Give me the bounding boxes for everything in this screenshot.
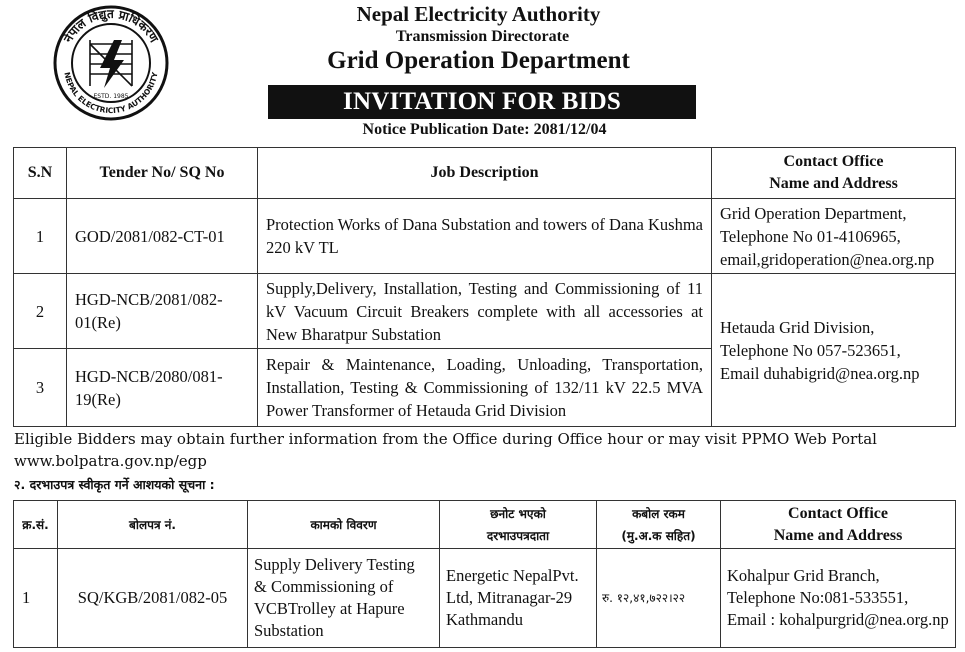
directorate-name: Transmission Directorate <box>395 28 570 45</box>
table-row <box>14 549 956 648</box>
section2-heading: २. दरभाउपत्र स्वीकृत गर्ने आशयको सूचना : <box>14 477 215 492</box>
contact-line2: Telephone No 057-523651, <box>720 340 901 360</box>
work-line3: VCBTrolley at Hapure <box>254 599 405 618</box>
col-contact-line2: Name and Address <box>773 526 903 544</box>
organization-name: Nepal Electricity Authority <box>356 2 601 26</box>
contact-line1: Kohalpur Grid Branch, <box>727 566 880 585</box>
intent-table <box>13 500 956 648</box>
table-header-row <box>14 148 956 199</box>
row-tender <box>67 274 258 349</box>
tender-line2: 01(Re) <box>75 313 121 332</box>
table-header-row <box>14 501 956 549</box>
row-sn: 1 <box>14 199 67 274</box>
row-tender <box>67 199 258 274</box>
work-line1: Supply Delivery Testing <box>254 555 415 574</box>
seal-text-bottom: NEPAL ELECTRICITY AUTHORITY <box>62 71 160 116</box>
col-amount-line1: कबोल रकम <box>632 506 685 521</box>
contact-line1: Grid Operation Department, <box>720 203 907 223</box>
row-job: Protection Works of Dana Substation and towers of Dana Kushma 220 kV TL <box>258 199 712 274</box>
contact-line1: Hetauda Grid Division, <box>720 317 875 337</box>
table-row <box>14 199 956 274</box>
table-row <box>14 274 956 349</box>
row-amount: रु. १२,४१,७२२।२२ <box>597 549 721 648</box>
seal-est: ESTD. 1985 <box>93 93 129 100</box>
row-sn: 3 <box>14 349 67 427</box>
col-amount-line2: (मु.अ.क सहित) <box>621 528 696 543</box>
work-line4: Substation <box>254 621 324 640</box>
contact-line3: email,gridoperation@nea.org.np <box>720 249 935 269</box>
bidder-line3: Kathmandu <box>446 610 523 629</box>
shared-contact <box>712 274 956 427</box>
contact-line3: Email duhabigrid@nea.org.np <box>720 363 920 383</box>
seal-text-top: नेपाल विद्युत प्राधिकरण <box>60 6 162 45</box>
tender-line1: HGD-NCB/2081/082- <box>75 290 223 309</box>
col-job: Job Description <box>258 148 712 199</box>
tender-line1: GOD/2081/082-CT-01 <box>75 226 225 246</box>
row-sn: 2 <box>14 274 67 349</box>
col-selected-line2: दरभाउपत्रदाता <box>486 528 550 543</box>
col-contact-line1: Contact Office <box>783 153 884 170</box>
contact-line3: Email : kohalpurgrid@nea.org.np <box>727 610 949 629</box>
bidder-line1: Energetic NepalPvt. <box>446 566 579 585</box>
col-tender: Tender No/ SQ No <box>67 148 258 199</box>
col-work: कामको विवरण <box>248 501 440 549</box>
row-bidder <box>440 549 597 648</box>
notice-line1: Eligible Bidders may obtain further information from the Office during Office hour or may visit PPMO Web Portal <box>14 430 877 448</box>
col-contact-line1: Contact Office <box>788 504 888 522</box>
tender-table <box>13 147 956 427</box>
portal-link[interactable]: www.bolpatra.gov.np/egp <box>14 452 207 470</box>
contact-line2: Telephone No:081-533551, <box>727 588 909 607</box>
col-contact-line2: Name and Address <box>769 175 898 192</box>
department-name: Grid Operation Department <box>327 47 630 74</box>
tender-line2: 19(Re) <box>75 389 121 409</box>
row-contact <box>712 199 956 274</box>
tender-line1: HGD-NCB/2080/081- <box>75 366 223 386</box>
bidder-line2: Ltd, Mitranagar-29 <box>446 588 573 607</box>
row-tender <box>67 349 258 427</box>
row-sn: 1 <box>14 549 58 648</box>
col-sn: S.N <box>14 148 67 199</box>
col-selected-bidder <box>440 501 597 549</box>
col-amount <box>597 501 721 549</box>
invitation-banner: INVITATION FOR BIDS <box>268 85 696 119</box>
col-selected-line1: छनोट भएको <box>490 506 546 521</box>
row-job: Supply,Delivery, Installation, Testing and Commissioning of 11 kV Vacuum Circuit Breakers complete with all accessories at New Bharatpur Substation <box>258 274 712 349</box>
row-work <box>248 549 440 648</box>
contact-line2: Telephone No 01-4106965, <box>720 226 901 246</box>
publication-date: Notice Publication Date: 2081/12/04 <box>362 121 607 138</box>
row-bid-no: SQ/KGB/2081/082-05 <box>58 549 248 648</box>
row-job: Repair & Maintenance, Loading, Unloading, Transportation, Installation, Testing & Commissioning of 132/11 kV 22.5 MVA Power Transformer of Hetauda Grid Division <box>258 349 712 427</box>
col-contact <box>712 148 956 199</box>
work-line2: & Commissioning of <box>254 577 394 596</box>
col-sn: क्र.सं. <box>14 501 58 549</box>
eligibility-notice <box>14 428 932 472</box>
col-bid-no: बोलपत्र नं. <box>58 501 248 549</box>
row-contact <box>721 549 956 648</box>
col-contact <box>721 501 956 549</box>
